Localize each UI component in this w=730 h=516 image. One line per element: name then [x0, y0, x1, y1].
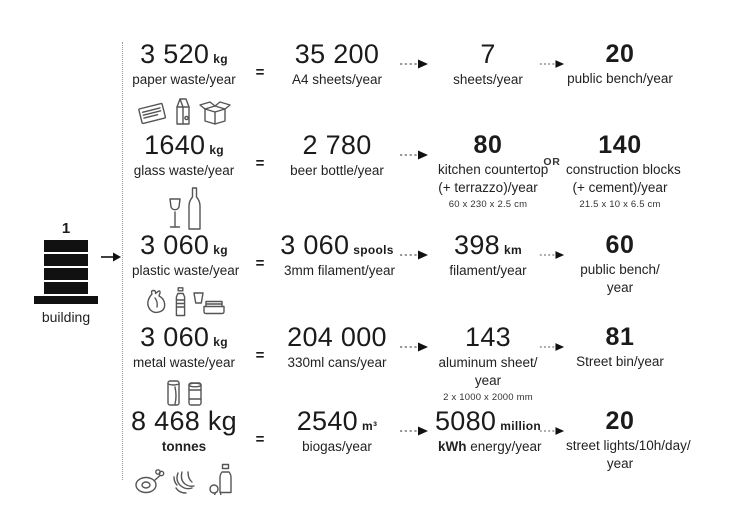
arrow-cell [390, 131, 438, 166]
output-value: 20 [605, 407, 635, 435]
row-paper-waste [132, 40, 722, 131]
glass-bottle-icon [188, 187, 201, 231]
dashed-arrow-icon [539, 341, 565, 353]
step2-label-unit: kWh [438, 438, 467, 454]
step2-dimensions: 60 x 230 x 2.5 cm [448, 199, 528, 211]
output-value: 20 [605, 40, 635, 68]
organic-input [132, 407, 236, 495]
metal-step1 [284, 323, 390, 371]
step1-unit: spools [353, 243, 394, 257]
row-plastic-waste [132, 231, 722, 323]
quantity-unit: kg [209, 143, 224, 157]
step2-label: kitchen countertop [438, 161, 549, 177]
input-quantity [132, 40, 236, 70]
building-label: building [41, 309, 91, 325]
arrow-cell [538, 323, 566, 358]
or-connector: OR [543, 156, 561, 168]
step2-label-2: (+ terrazzo)/year [438, 180, 538, 196]
plastic-step1 [280, 230, 396, 279]
step2-unit: million [500, 419, 542, 433]
step2-label-2: year [474, 372, 502, 388]
plastic-input [132, 230, 240, 317]
organic-waste-icons [132, 463, 236, 495]
equals-sign: = [255, 431, 265, 448]
metal-step2 [438, 323, 538, 403]
glass-waste-icons [132, 187, 236, 231]
quantity-value: 3 520 [140, 39, 210, 69]
equals-sign: = [255, 347, 265, 364]
step1-label: 330ml cans/year [287, 354, 387, 370]
step2-value: 398 [454, 230, 500, 260]
output-label: Street bin/year [576, 353, 664, 369]
carton-icon [173, 96, 193, 126]
step1-label: A4 sheets/year [291, 71, 383, 87]
aluminum-can-icon [166, 379, 181, 407]
banana-peel-icon [172, 469, 202, 495]
quantity-unit: kg [213, 243, 228, 257]
wine-glass-icon [168, 197, 182, 231]
meat-icon [134, 469, 166, 495]
building-source [26, 221, 106, 325]
plastic-output [566, 231, 722, 296]
output-label: public bench/year [567, 70, 673, 86]
building-icon [28, 240, 104, 306]
glass-input [132, 131, 236, 231]
row-glass-waste [132, 131, 722, 231]
step2-value: 5080 [434, 406, 497, 436]
equals-sign: = [255, 255, 265, 272]
arrow-cell [390, 407, 438, 442]
output-label: street lights/10h/day/ [566, 437, 691, 453]
organic-output [566, 407, 722, 472]
output-label: construction blocks [566, 161, 681, 177]
plastic-step2 [438, 231, 538, 279]
output-dimensions: 21.5 x 10 x 6.5 cm [579, 199, 661, 211]
metal-output [566, 323, 722, 370]
step2-label: aluminum sheet/ [438, 354, 538, 370]
dashed-arrow-icon [399, 249, 429, 261]
output-label-2: (+ cement)/year [572, 180, 668, 196]
building-count: 1 [61, 220, 71, 237]
dashed-arrow-icon [539, 425, 565, 437]
arrow-cell [538, 40, 566, 75]
step2-label: sheets/year [453, 71, 523, 87]
dashed-arrow-icon [539, 58, 565, 70]
organic-step2 [434, 406, 542, 455]
quantity-value: 3 060 [140, 322, 210, 352]
metal-input [132, 323, 236, 407]
input-quantity [132, 323, 236, 353]
food-container-icon [192, 291, 226, 317]
dotted-divider [122, 42, 123, 480]
output-label-2: year [606, 456, 634, 472]
step2-value: 7 [480, 39, 496, 69]
arrow-cell [390, 323, 438, 358]
quantity-unit: kg [213, 52, 228, 66]
food-waste-bottle-icon [208, 463, 234, 495]
paper-step1 [284, 40, 390, 88]
plastic-waste-icons [132, 287, 236, 317]
input-quantity [132, 231, 236, 261]
paper-input [132, 40, 236, 126]
input-label: tonnes [161, 438, 207, 454]
row-metal-waste [132, 323, 722, 407]
step1-value: 3 060 [280, 230, 350, 260]
arrow-cell [390, 231, 438, 266]
conversion-rows [132, 40, 722, 495]
dashed-arrow-icon [399, 149, 429, 161]
glass-step1 [284, 131, 390, 179]
output-value: 81 [605, 323, 635, 351]
building-arrow-icon [100, 251, 122, 263]
step2-value: 143 [465, 322, 511, 352]
step2-dimensions: 2 x 1000 x 2000 mm [443, 392, 533, 404]
input-label: plastic waste/year [132, 262, 240, 278]
step2-unit: km [504, 243, 522, 257]
output-value: 140 [598, 131, 642, 159]
plastic-bag-icon [143, 289, 169, 317]
row-organic-waste [132, 407, 722, 495]
metal-waste-icons [132, 379, 236, 407]
arrow-cell [538, 231, 566, 266]
quantity-value: 1640 [144, 130, 206, 160]
dashed-arrow-icon [539, 249, 565, 261]
input-quantity [132, 407, 236, 437]
output-value: 60 [605, 231, 635, 259]
dashed-arrow-icon [399, 341, 429, 353]
equals-sign: = [255, 64, 265, 81]
paper-step2 [438, 40, 538, 88]
step2-label: filament/year [449, 262, 527, 278]
step1-value: 2 780 [302, 130, 372, 160]
open-box-icon [199, 98, 231, 126]
letter-icon [137, 100, 167, 126]
step1-value: 2540 [296, 406, 358, 436]
input-quantity [132, 131, 236, 161]
output-label: public bench/ [580, 261, 660, 277]
input-label: metal waste/year [132, 354, 236, 370]
dashed-arrow-icon [399, 58, 429, 70]
step1-label: biogas/year [302, 438, 372, 454]
step2-label: kWh energy/year [438, 438, 542, 454]
glass-option-b [566, 131, 722, 210]
step1-value: 35 200 [294, 39, 380, 69]
quantity-value: 3 060 [140, 230, 210, 260]
equals-sign: = [255, 155, 265, 172]
input-label: glass waste/year [133, 162, 235, 178]
output-label-2: year [606, 280, 634, 296]
quantity-value: 8 468 kg [131, 406, 237, 436]
step1-label: beer bottle/year [290, 162, 384, 178]
glass-option-a [438, 131, 549, 211]
input-label: paper waste/year [132, 71, 236, 87]
step1-label: 3mm filament/year [284, 262, 396, 278]
paper-waste-icons [132, 96, 236, 126]
step1-value: 204 000 [287, 322, 387, 352]
arrow-cell [538, 407, 566, 442]
dashed-arrow-icon [399, 425, 429, 437]
step2-value: 80 [473, 131, 503, 159]
arrow-cell [390, 40, 438, 75]
quantity-unit: kg [213, 335, 228, 349]
tin-can-icon [187, 381, 203, 407]
organic-step1 [284, 407, 390, 455]
plastic-bottle-icon [175, 287, 186, 317]
paper-output [566, 40, 722, 87]
step1-unit: m³ [361, 419, 378, 433]
